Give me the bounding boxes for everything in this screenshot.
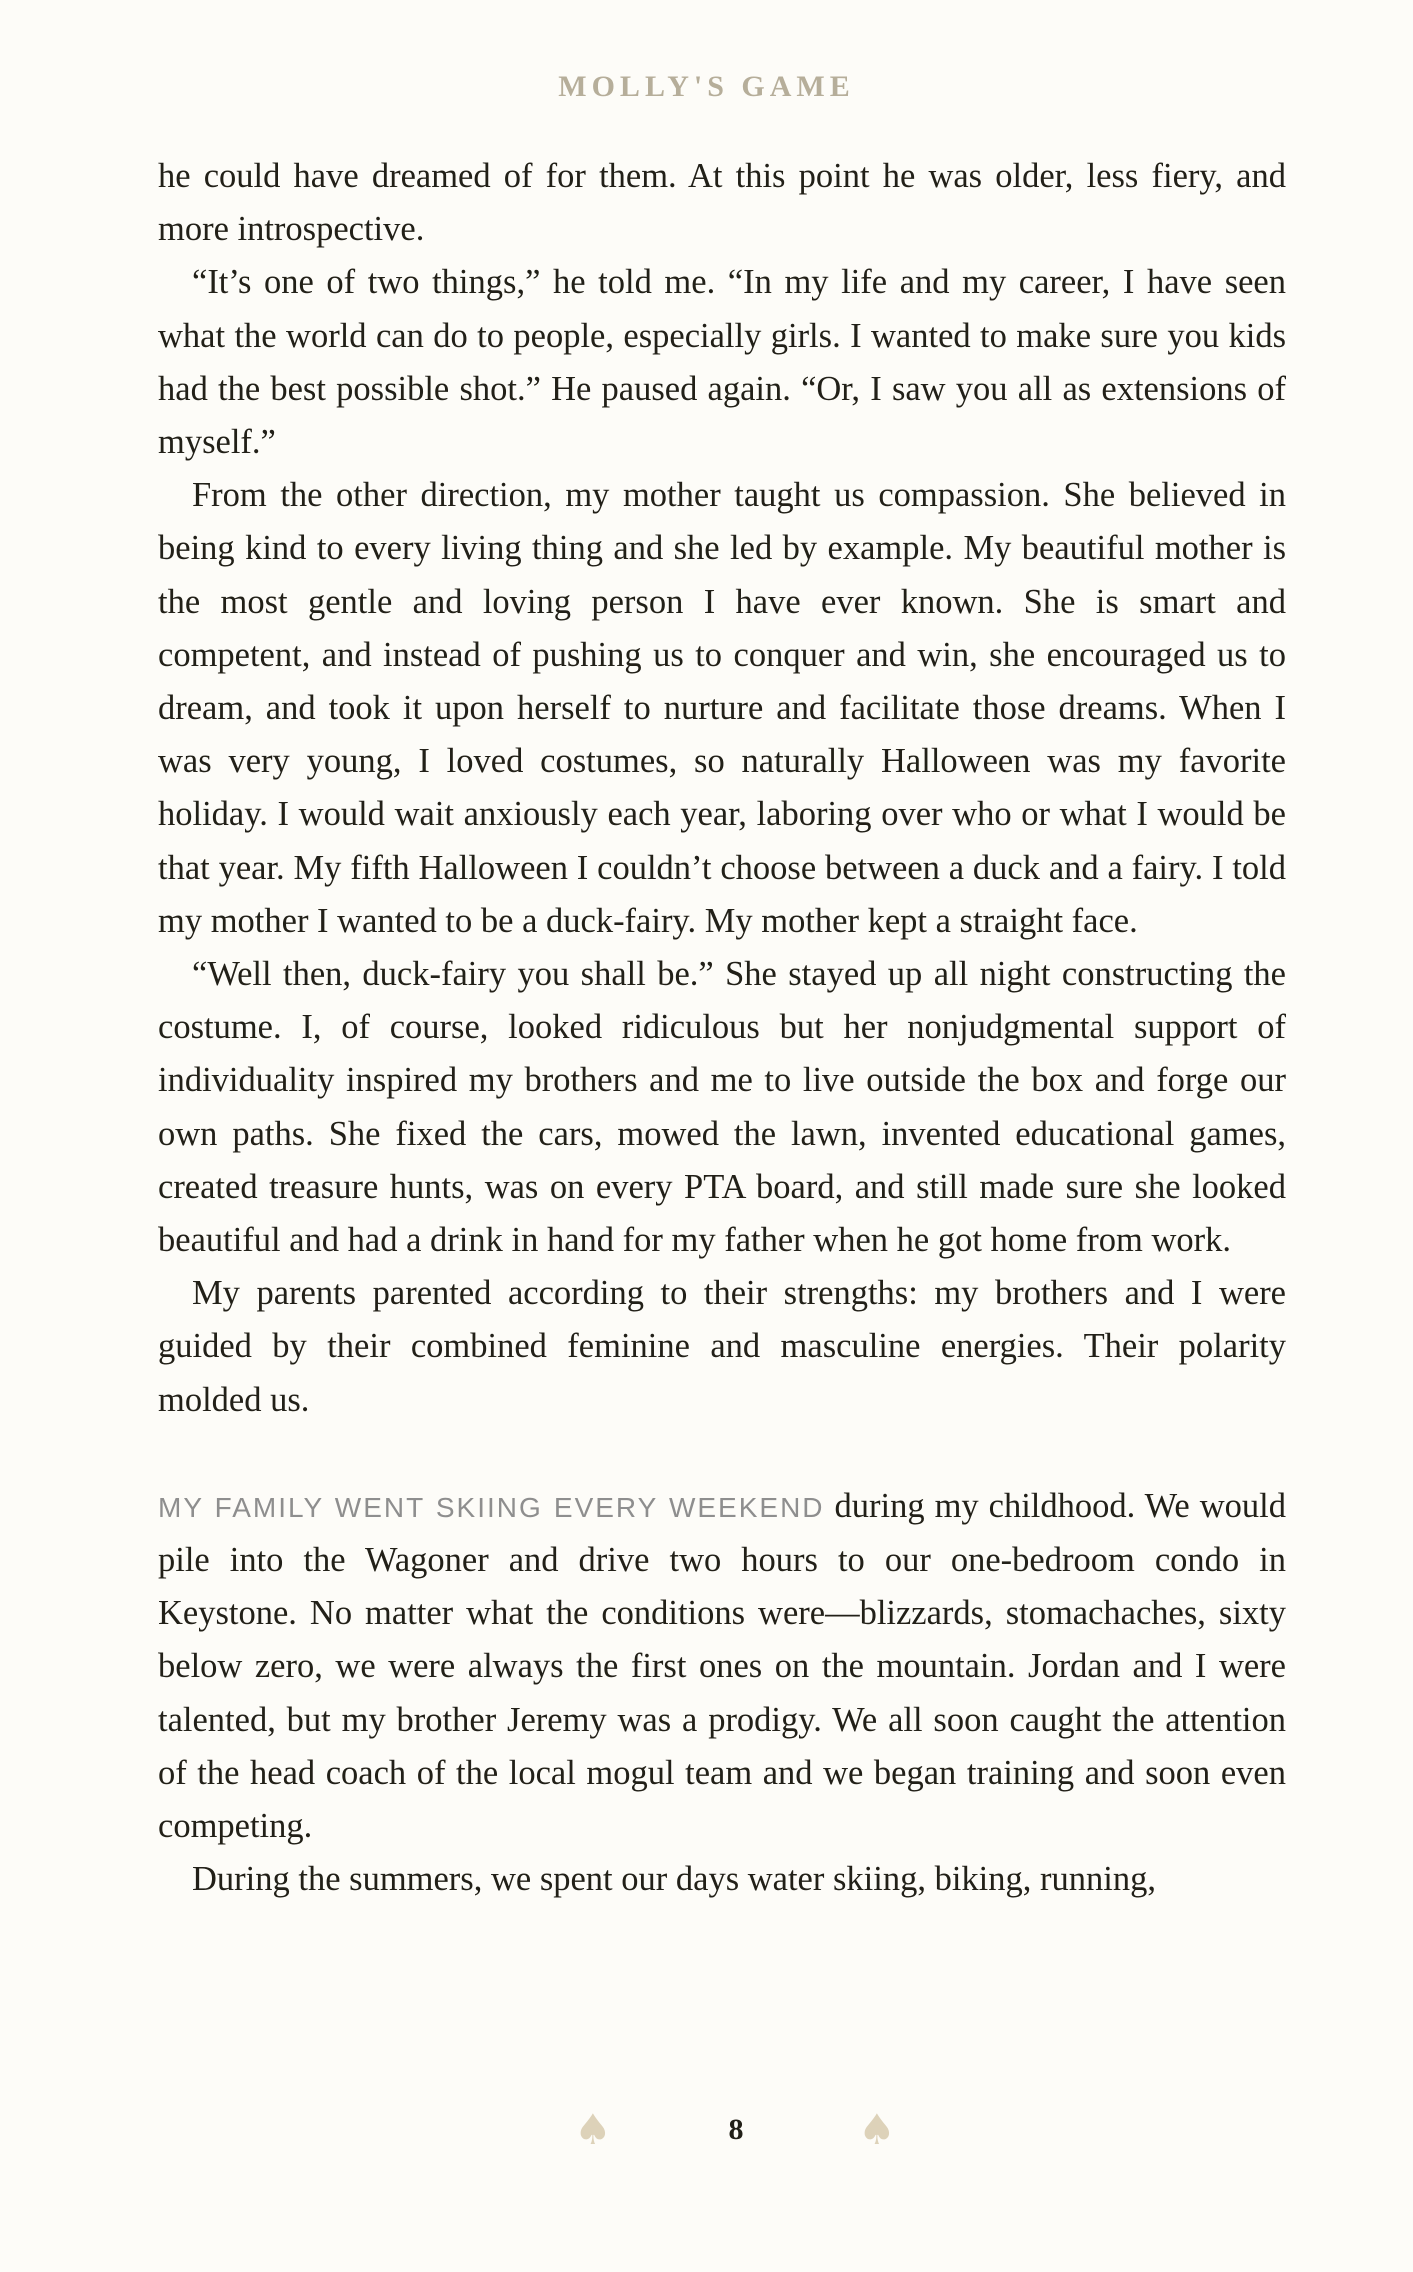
paragraph: During the summers, we spent our days water skiing, biking, running, — [192, 1860, 1156, 1899]
section-lead-in: MY FAMILY WENT SKIING EVERY WEEKEND — [158, 1491, 825, 1523]
section-paragraph-text: during my childhood. We would pile into the Wagoner and drive two hours to our one-bedroom condo in Keystone. No matter what the conditions were—blizzards, stomachaches, sixty below zero, we were always the first ones on the mountain. Jordan and I were talented, but my brother Jeremy was a prodigy. We all soon caught the attention of the head coach of the local mogul team and we began training and soon even competing. — [158, 1486, 1286, 1846]
spade-icon: ♠ — [574, 2105, 612, 2154]
page-footer — [0, 2100, 1413, 2160]
paragraph: he could have dreamed of for them. At this point he was older, less fiery, and more introspective. — [158, 157, 1286, 249]
paragraph: “It’s one of two things,” he told me. “In my life and my career, I have seen what the world can do to people, especially girls. I wanted to make sure you kids had the best possible shot.” He paused again. “Or, I saw you all as extensions of myself.” — [158, 263, 1286, 462]
page-number: 8 — [728, 2113, 744, 2146]
running-head: MOLLY'S GAME — [558, 70, 855, 103]
page-body — [158, 150, 1286, 1907]
paragraph: My parents parented according to their strengths: my brothers and I were guided by their combined feminine and masculine energies. Their polarity molded us. — [158, 1274, 1286, 1419]
section-start-paragraph — [158, 1480, 1286, 1853]
paragraph: From the other direction, my mother taught us compassion. She believed in being kind to every living thing and she led by example. My beautiful mother is the most gentle and loving person I have ever known. She is smart and competent, and instead of pushing us to conquer and win, she encouraged us to dream, and took it upon herself to nurture and facilitate those dreams. When I was very young, I loved costumes, so naturally Halloween was my favorite holiday. I would wait anxiously each year, laboring over who or what I would be that year. My fifth Halloween I couldn’t choose between a duck and a fairy. I told my mother I wanted to be a duck-fairy. My mother kept a straight face. — [158, 476, 1286, 940]
paragraph: “Well then, duck-fairy you shall be.” She stayed up all night constructing the costume. I, of course, looked ridiculous but her nonjudgmental support of individuality inspired my brothers and me to live outside the box and forge our own paths. She fixed the cars, mowed the lawn, invented educational games, created treasure hunts, was on every PTA board, and still made sure she looked beautiful and had a drink in hand for my father when he got home from work. — [158, 955, 1286, 1260]
spade-icon: ♠ — [858, 2105, 896, 2154]
